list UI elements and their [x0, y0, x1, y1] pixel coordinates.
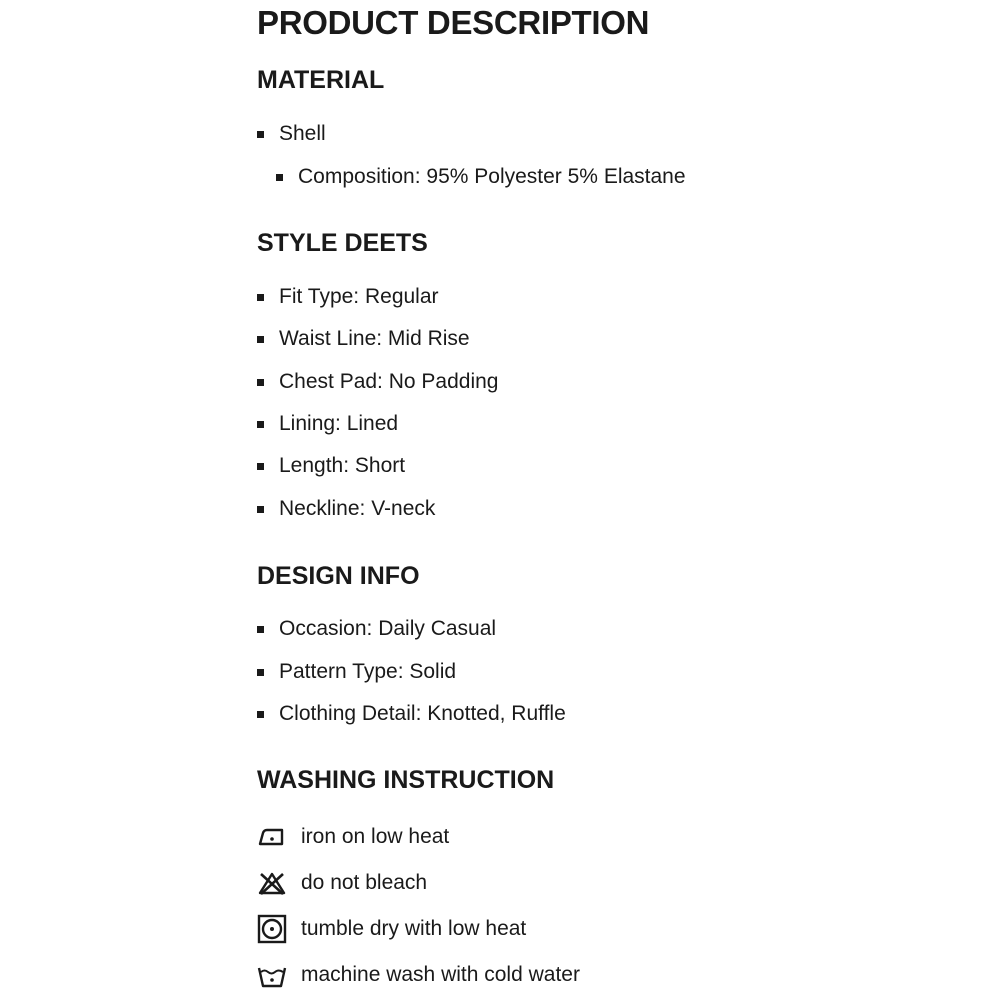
style-item: Fit Type: Regular	[279, 285, 439, 308]
style-item: Chest Pad: No Padding	[279, 370, 499, 393]
washing-label: machine wash with cold water	[301, 963, 580, 986]
list-item	[257, 409, 398, 439]
list-item	[257, 324, 470, 354]
bullet-icon	[257, 421, 264, 428]
design-item: Clothing Detail: Knotted, Ruffle	[279, 702, 566, 725]
bullet-icon	[276, 174, 283, 181]
iron-low-heat-icon	[257, 822, 287, 852]
bullet-icon	[257, 669, 264, 676]
bullet-icon	[257, 379, 264, 386]
list-item	[257, 282, 439, 312]
page-title: PRODUCT DESCRIPTION	[257, 4, 650, 41]
design-heading: DESIGN INFO	[257, 562, 420, 590]
washing-item	[257, 912, 526, 946]
design-item: Pattern Type: Solid	[279, 660, 457, 683]
style-heading: STYLE DEETS	[257, 229, 428, 257]
design-item: Occasion: Daily Casual	[279, 617, 497, 640]
style-item: Lining: Lined	[279, 412, 399, 435]
bullet-icon	[257, 294, 264, 301]
list-item	[257, 699, 566, 729]
list-item	[257, 657, 456, 687]
washing-heading: WASHING INSTRUCTION	[257, 766, 555, 794]
material-composition: Composition: 95% Polyester 5% Elastane	[298, 165, 686, 188]
list-item	[276, 162, 686, 192]
washing-item	[257, 958, 580, 992]
bullet-icon	[257, 506, 264, 513]
do-not-bleach-icon	[257, 868, 287, 898]
washing-label: tumble dry with low heat	[301, 917, 527, 940]
list-item	[257, 119, 326, 149]
bullet-icon	[257, 626, 264, 633]
washing-label: do not bleach	[301, 871, 428, 894]
list-item	[257, 451, 405, 481]
material-heading: MATERIAL	[257, 66, 385, 94]
bullet-icon	[257, 131, 264, 138]
washing-item	[257, 866, 427, 900]
bullet-icon	[257, 463, 264, 470]
machine-wash-cold-icon	[257, 960, 287, 990]
list-item	[257, 494, 435, 524]
style-item: Neckline: V-neck	[279, 497, 436, 520]
material-shell: Shell	[279, 122, 326, 145]
style-item: Waist Line: Mid Rise	[279, 327, 470, 350]
tumble-dry-low-icon	[257, 914, 287, 944]
washing-item	[257, 820, 449, 854]
bullet-icon	[257, 711, 264, 718]
washing-label: iron on low heat	[301, 825, 450, 848]
bullet-icon	[257, 336, 264, 343]
list-item	[257, 614, 496, 644]
style-item: Length: Short	[279, 454, 406, 477]
list-item	[257, 367, 498, 397]
